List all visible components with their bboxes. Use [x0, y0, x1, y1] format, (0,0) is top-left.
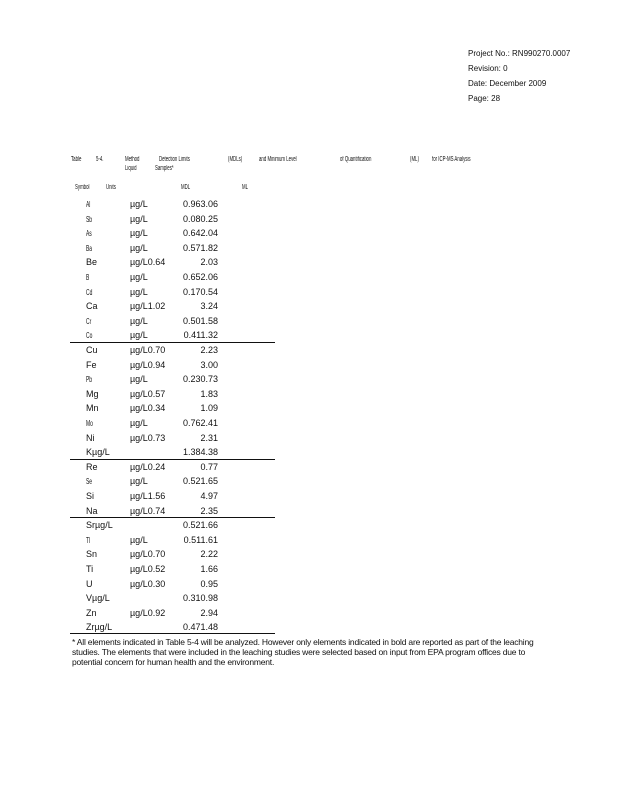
group-divider: [70, 459, 275, 460]
col-ml: ML: [242, 184, 249, 191]
element-limits: 2.31: [200, 433, 218, 443]
element-limits: 4.97: [200, 491, 218, 501]
element-symbol: Na: [86, 506, 98, 516]
element-units: µg/L0.94: [130, 360, 166, 370]
element-symbol: Pb: [86, 375, 93, 384]
element-symbol: Co: [86, 331, 93, 340]
element-symbol: Zrµg/L: [86, 622, 113, 632]
element-symbol: B: [86, 273, 90, 282]
element-symbol: Mn: [86, 403, 99, 413]
element-limits: 2.22: [200, 549, 218, 559]
element-symbol: Mg: [86, 389, 99, 399]
element-units: µg/L1.02: [130, 301, 166, 311]
group-divider: [70, 517, 275, 518]
group-divider: [70, 342, 275, 343]
element-limits: 1.66: [200, 564, 218, 574]
element-units: µg/L: [130, 243, 148, 253]
element-symbol: Ba: [86, 244, 93, 253]
caption-of-quant: of Quantification: [340, 156, 372, 163]
element-units: µg/L0.34: [130, 403, 166, 413]
element-symbol: Zn: [86, 608, 97, 618]
element-limits: 2.23: [200, 345, 218, 355]
caption-number: 5-4.: [96, 156, 104, 163]
col-mdl: MDL: [181, 184, 191, 191]
caption-method: Method: [125, 156, 140, 163]
table-bottom-rule: [70, 633, 275, 634]
element-symbol: Mo: [86, 419, 93, 428]
element-limits: 0.762.41: [182, 418, 218, 428]
col-symbol: Symbol: [75, 184, 90, 191]
element-units: µg/L: [130, 287, 148, 297]
element-units: µg/L0.24: [130, 462, 166, 472]
element-units: µg/L0.70: [130, 549, 166, 559]
element-units: µg/L0.73: [130, 433, 166, 443]
element-units: µg/L0.52: [130, 564, 166, 574]
element-units: µg/L: [130, 418, 148, 428]
col-units: Units: [106, 184, 116, 191]
element-units: µg/L0.74: [130, 506, 166, 516]
element-limits: 0.471.48: [182, 622, 218, 632]
caption-for-icp: for ICP-MS Analysis: [432, 156, 471, 163]
element-units: µg/L: [130, 272, 148, 282]
element-limits: 0.230.73: [182, 374, 218, 384]
element-limits: 1.384.38: [182, 447, 218, 457]
element-symbol: Ti: [86, 564, 94, 574]
element-limits: 2.35: [200, 506, 218, 516]
element-symbol: Al: [86, 200, 91, 209]
element-limits: 2.03: [200, 257, 218, 267]
caption-samples: Samples*: [155, 165, 174, 172]
element-symbol: Sn: [86, 549, 98, 559]
footnote: * All elements indicated in Table 5-4 will be analyzed. However only elements indicated in bold are reported as part of the leaching studies. The elements that were included in the leaching studies were selected based on input from EPA program offices due to potential concern for human health and the environment.: [72, 637, 534, 667]
revision: Revision: 0: [468, 64, 508, 73]
element-symbol: Kµg/L: [86, 447, 110, 457]
element-limits: 1.09: [200, 403, 218, 413]
element-units: µg/L0.30: [130, 579, 166, 589]
element-limits: 0.652.06: [182, 272, 218, 282]
element-symbol: Se: [86, 477, 93, 486]
element-limits: 0.77: [200, 462, 218, 472]
project-number: Project No.: RN990270.0007: [468, 49, 571, 58]
element-symbol: As: [86, 229, 92, 238]
element-limits: 0.310.98: [182, 593, 218, 603]
element-limits: 0.521.65: [182, 476, 218, 486]
element-limits: 0.411.32: [183, 330, 218, 340]
element-symbol: Ni: [86, 433, 95, 443]
caption-ml: (ML): [410, 156, 419, 163]
element-symbol: Cd: [86, 288, 93, 297]
element-units: µg/L0.92: [130, 608, 166, 618]
element-symbol: Tl: [86, 536, 91, 545]
element-limits: 0.501.58: [182, 316, 218, 326]
element-symbol: Si: [86, 491, 95, 501]
element-units: µg/L0.70: [130, 345, 166, 355]
caption-label: Table: [71, 156, 82, 163]
element-symbol: Be: [86, 257, 98, 267]
element-units: µg/L1.56: [130, 491, 166, 501]
element-limits: 3.24: [200, 301, 218, 311]
element-limits: 1.83: [200, 389, 218, 399]
caption-liquid: Liquid: [125, 165, 137, 172]
element-symbol: U: [86, 579, 93, 589]
element-limits: 2.94: [200, 608, 218, 618]
element-units: µg/L: [130, 476, 148, 486]
element-symbol: Re: [86, 462, 98, 472]
element-limits: 0.521.66: [182, 520, 218, 530]
element-symbol: Fe: [86, 360, 97, 370]
element-units: µg/L: [130, 535, 148, 545]
element-units: µg/L: [130, 199, 148, 209]
element-symbol: Cr: [86, 317, 92, 326]
element-limits: 0.95: [200, 579, 218, 589]
element-limits: 3.00: [200, 360, 218, 370]
element-limits: 0.571.82: [182, 243, 218, 253]
element-limits: 0.511.61: [183, 535, 218, 545]
caption-and-min: and Minimum Level: [259, 156, 297, 163]
element-units: µg/L: [130, 330, 148, 340]
page-number: Page: 28: [468, 94, 501, 103]
element-limits: 0.642.04: [182, 228, 218, 238]
caption-mdls: (MDLs): [228, 156, 243, 163]
caption-detection: Detection Limits: [159, 156, 190, 163]
date: Date: December 2009: [468, 79, 547, 88]
element-units: µg/L: [130, 214, 148, 224]
element-units: µg/L0.64: [130, 257, 166, 267]
element-units: µg/L: [130, 374, 148, 384]
element-limits: 0.963.06: [182, 199, 218, 209]
element-limits: 0.170.54: [182, 287, 218, 297]
element-symbol: Sb: [86, 215, 93, 224]
element-symbol: Srµg/L: [86, 520, 113, 530]
element-symbol: Cu: [86, 345, 98, 355]
element-symbol: Vµg/L: [86, 593, 110, 603]
element-symbol: Ca: [86, 301, 98, 311]
element-units: µg/L: [130, 316, 148, 326]
element-limits: 0.080.25: [182, 214, 218, 224]
element-units: µg/L0.57: [130, 389, 166, 399]
element-units: µg/L: [130, 228, 148, 238]
